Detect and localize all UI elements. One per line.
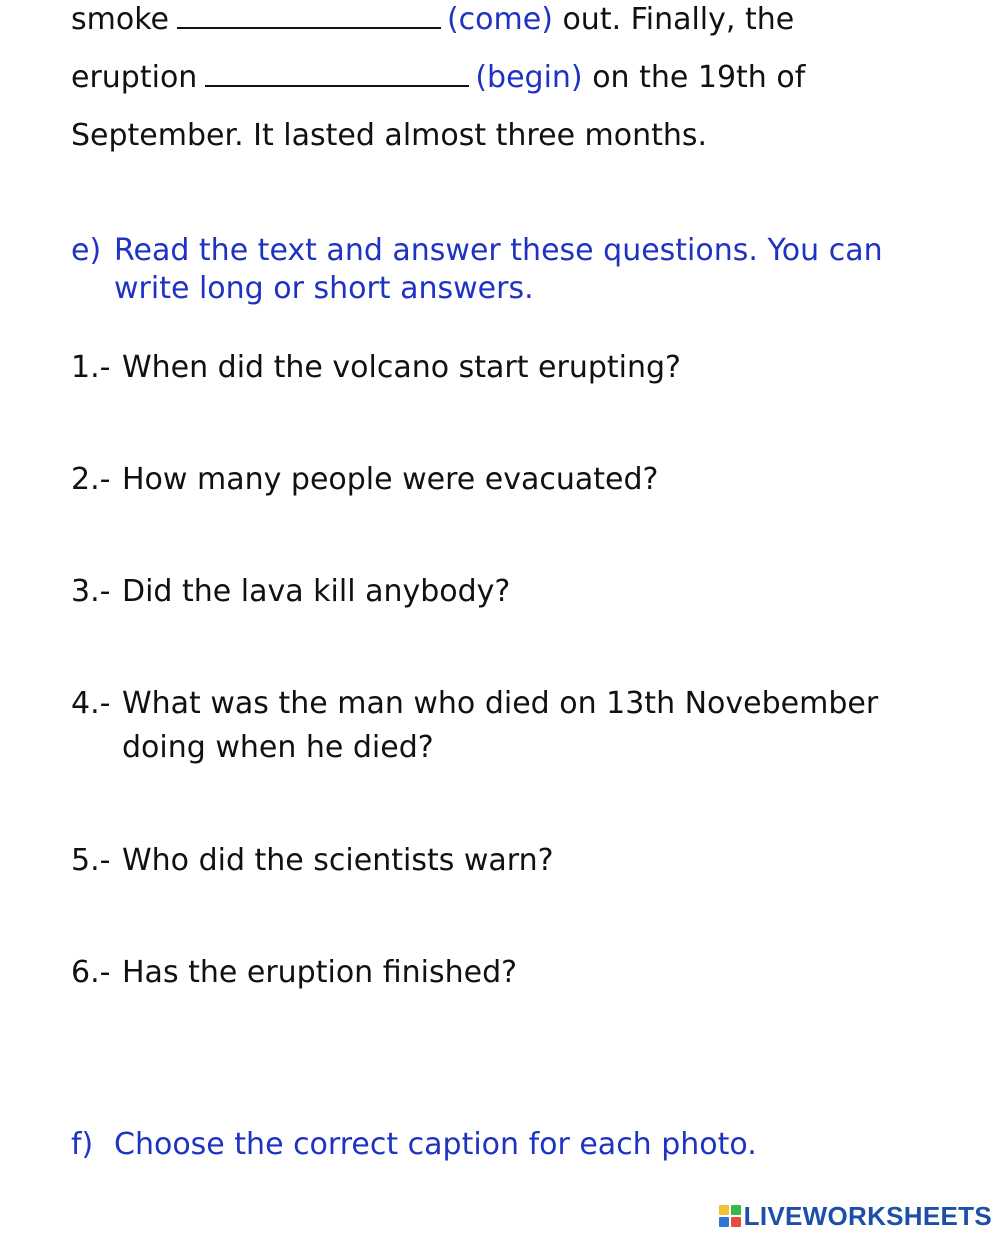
line3-text: September. It lasted almost three months. bbox=[71, 118, 708, 153]
logo-text: LIVEWORKSHEETS bbox=[743, 1200, 992, 1231]
question-5-text: Who did the scientists warn? bbox=[122, 843, 554, 878]
question-2-number: 2.- bbox=[71, 462, 111, 497]
line2-before: eruption bbox=[71, 60, 198, 95]
question-5-number: 5.- bbox=[71, 843, 111, 878]
line1-after: out. Finally, the bbox=[562, 2, 795, 37]
fill-in-line-3 bbox=[71, 118, 707, 154]
question-3-text: Did the lava kill anybody? bbox=[122, 574, 511, 609]
section-e-instruction: Read the text and answer these questions. You can write long or short answers. bbox=[114, 233, 883, 306]
answer-blank-come[interactable] bbox=[177, 3, 441, 29]
question-6-text: Has the eruption finished? bbox=[122, 955, 518, 990]
question-2-text: How many people were evacuated? bbox=[122, 462, 659, 497]
section-f-instruction: Choose the correct caption for each photo. bbox=[114, 1127, 757, 1162]
verb-hint-come: (come) bbox=[446, 2, 553, 37]
fill-in-line-2 bbox=[71, 60, 805, 96]
fill-in-line-1 bbox=[71, 2, 794, 38]
verb-hint-begin: (begin) bbox=[475, 60, 583, 95]
section-e-marker: e) bbox=[71, 233, 102, 268]
answer-blank-begin[interactable] bbox=[205, 61, 469, 87]
question-4-number: 4.- bbox=[71, 686, 111, 721]
liveworksheets-logo bbox=[719, 1201, 992, 1231]
section-f-marker: f) bbox=[71, 1127, 94, 1162]
question-4-text: What was the man who died on 13th Novebember doing when he died? bbox=[122, 686, 879, 765]
line1-before: smoke bbox=[71, 2, 169, 37]
line2-after: on the 19th of bbox=[592, 60, 806, 95]
question-3-number: 3.- bbox=[71, 574, 111, 609]
question-6-number: 6.- bbox=[71, 955, 111, 990]
question-1-text: When did the volcano start erupting? bbox=[122, 350, 681, 385]
question-1-number: 1.- bbox=[71, 350, 111, 385]
logo-mark-icon bbox=[719, 1205, 741, 1227]
